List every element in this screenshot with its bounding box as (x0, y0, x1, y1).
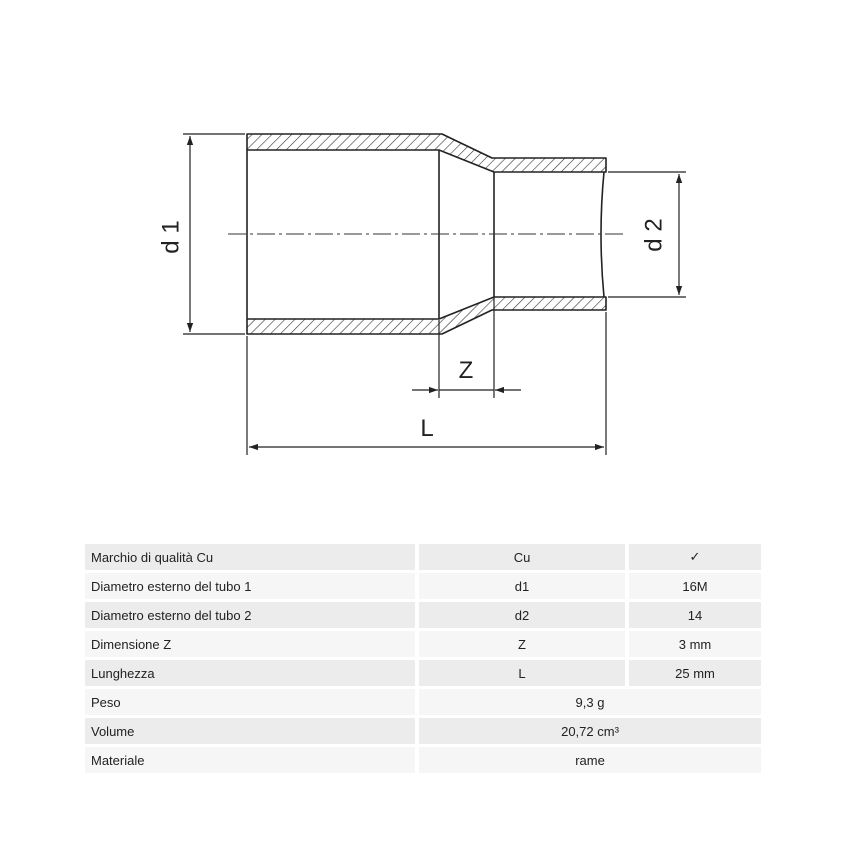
row-value: 25 mm (629, 660, 761, 686)
row-symbol: Cu (419, 544, 629, 570)
row-value: 16M (629, 573, 761, 599)
row-symbol: Z (419, 631, 629, 657)
row-value: ✓ (629, 544, 761, 570)
row-value: rame (419, 747, 761, 773)
l-label: L (420, 415, 434, 442)
specification-table (85, 541, 761, 776)
row-symbol: d1 (419, 573, 629, 599)
row-value: 9,3 g (419, 689, 761, 715)
d2-label: d 2 (640, 218, 668, 252)
d1-label: d 1 (157, 220, 185, 254)
right-face (601, 172, 604, 297)
table-row (85, 573, 761, 599)
table-row (85, 747, 761, 773)
table-row (85, 631, 761, 657)
row-name: Diametro esterno del tubo 1 (85, 573, 419, 599)
row-name: Diametro esterno del tubo 2 (85, 602, 419, 628)
row-name: Materiale (85, 747, 419, 773)
lower-wall (247, 297, 606, 334)
table-row (85, 689, 761, 715)
row-name: Dimensione Z (85, 631, 419, 657)
row-symbol: d2 (419, 602, 629, 628)
row-value: 20,72 cm³ (419, 718, 761, 744)
table-row (85, 660, 761, 686)
row-name: Marchio di qualità Cu (85, 544, 419, 570)
row-name: Lunghezza (85, 660, 419, 686)
table-row (85, 544, 761, 570)
z-label: Z (458, 357, 474, 384)
table-row (85, 602, 761, 628)
row-value: 14 (629, 602, 761, 628)
upper-wall (247, 134, 606, 172)
row-symbol: L (419, 660, 629, 686)
row-name: Volume (85, 718, 419, 744)
row-name: Peso (85, 689, 419, 715)
row-value: 3 mm (629, 631, 761, 657)
table-row (85, 718, 761, 744)
